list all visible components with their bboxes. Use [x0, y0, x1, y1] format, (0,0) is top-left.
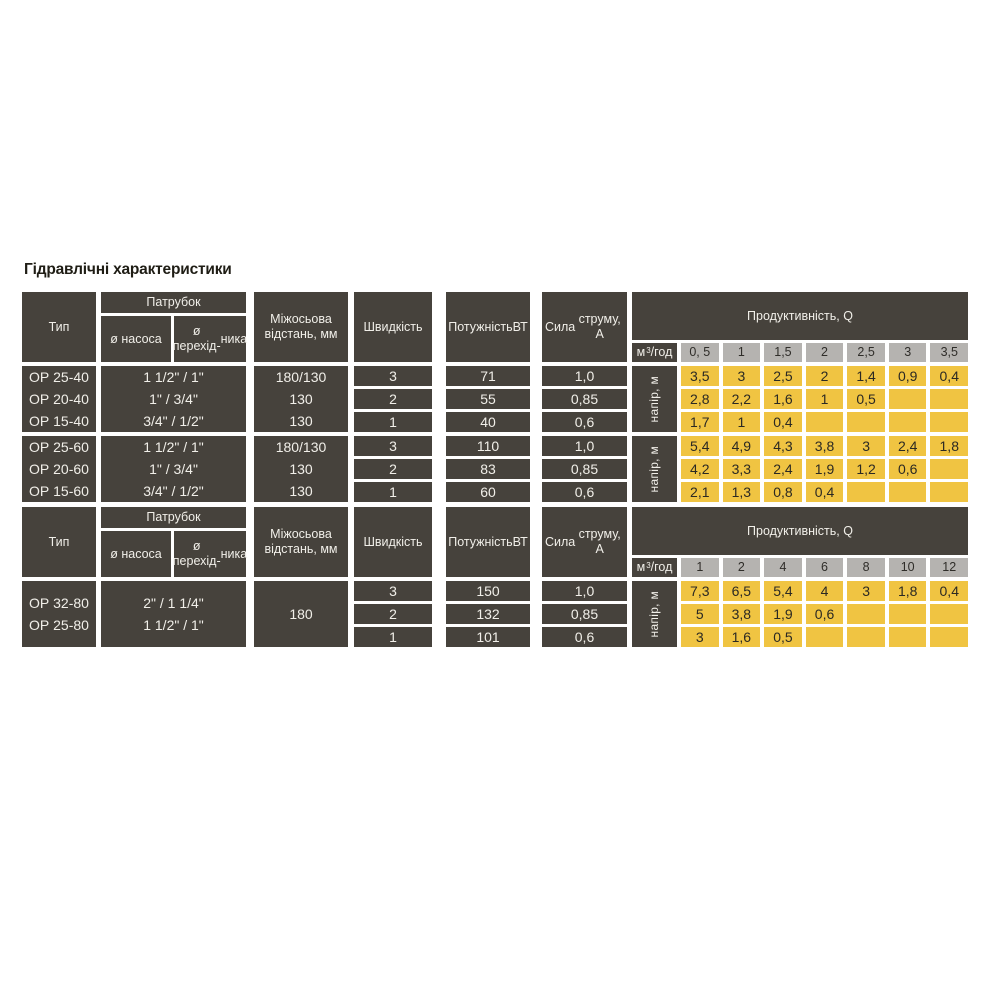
head-value: 0,5: [764, 627, 802, 647]
flow-tick: 10: [889, 558, 927, 577]
power-value: 55: [446, 389, 530, 409]
power-value: 60: [446, 482, 530, 502]
head-value: [889, 389, 927, 409]
power-value: 150: [446, 581, 530, 601]
speed-value: 1: [354, 412, 432, 432]
head-value: [930, 389, 968, 409]
head-value: 3: [723, 366, 761, 386]
head-value: [930, 604, 968, 624]
header-speed: Швидкість: [354, 507, 432, 577]
header-productivity-group: [632, 292, 968, 362]
header-power: Потужність ВТ: [446, 292, 530, 362]
current-value: 0,85: [542, 389, 627, 409]
head-value: 0,5: [847, 389, 885, 409]
head-value: 1,6: [723, 627, 761, 647]
interaxial-value: 130: [289, 483, 313, 499]
head-value: 0,4: [806, 482, 844, 502]
speed-column: [354, 366, 432, 432]
head-value: 7,3: [681, 581, 719, 601]
flow-unit-label: м 3 /год: [632, 343, 677, 362]
power-value: 101: [446, 627, 530, 647]
header-adapter-diameter: ø перехід- ника: [174, 531, 246, 577]
current-value: 1,0: [542, 581, 627, 601]
head-values-block: [632, 436, 968, 502]
head-value: 1: [806, 389, 844, 409]
current-value: 0,6: [542, 627, 627, 647]
head-value: [847, 604, 885, 624]
header-productivity: Продуктивність, Q: [632, 507, 968, 555]
head-value: 4,3: [764, 436, 802, 456]
type-value: ОР 25-60: [29, 439, 89, 455]
head-value: 5: [681, 604, 719, 624]
branch-size-value: 1" / 3/4": [149, 461, 198, 477]
flow-tick: 12: [930, 558, 968, 577]
header-productivity-group: [632, 507, 968, 577]
head-value: 0,9: [889, 366, 927, 386]
header-pump-diameter: ø насоса: [101, 531, 171, 577]
branch-size-value: 1 1/2" / 1": [143, 439, 204, 455]
pump-group-60: [22, 436, 968, 502]
type-value: ОР 32-80: [29, 595, 89, 611]
interaxial-value: 180/130: [275, 369, 327, 385]
head-value: 2,8: [681, 389, 719, 409]
head-value: 0,8: [764, 482, 802, 502]
power-value: 83: [446, 459, 530, 479]
head-value: [930, 482, 968, 502]
flow-tick: 8: [847, 558, 885, 577]
head-value: 2,2: [723, 389, 761, 409]
head-values-block: [632, 366, 968, 432]
current-value: 1,0: [542, 436, 627, 456]
head-value: [889, 412, 927, 432]
head-row: [677, 482, 968, 502]
pump-group-80: [22, 581, 968, 647]
head-unit-label: напір, м: [632, 436, 677, 502]
head-value: [847, 627, 885, 647]
hydraulic-table-1: [22, 292, 968, 502]
branch-size-value: 2" / 1 1/4": [143, 595, 204, 611]
head-value: [889, 482, 927, 502]
page-title: Гідравлічні характеристики: [24, 261, 232, 278]
current-value: 0,6: [542, 482, 627, 502]
interaxial-value: 180: [289, 606, 313, 622]
flow-tick: 2: [723, 558, 761, 577]
flow-tick: 1: [723, 343, 761, 362]
speed-value: 3: [354, 581, 432, 601]
flow-tick: 0, 5: [681, 343, 719, 362]
header-branch: Патрубок: [101, 292, 246, 313]
flow-tick: 1: [681, 558, 719, 577]
head-value: [930, 459, 968, 479]
head-unit-label: напір, м: [632, 581, 677, 647]
type-value: ОР 25-80: [29, 617, 89, 633]
current-value: 0,6: [542, 412, 627, 432]
flow-ticks-row: [632, 558, 968, 577]
header-interaxial: Міжосьова відстань, мм: [254, 507, 348, 577]
head-value: 3: [847, 436, 885, 456]
head-value: [889, 604, 927, 624]
power-column: [446, 581, 530, 647]
head-value: [806, 412, 844, 432]
head-value: [930, 412, 968, 432]
head-value: 1,9: [806, 459, 844, 479]
current-column: [542, 366, 627, 432]
type-cell: [22, 366, 96, 432]
branch-size-value: 1 1/2" / 1": [143, 369, 204, 385]
head-value: 0,4: [930, 581, 968, 601]
head-value: 2,5: [764, 366, 802, 386]
current-column: [542, 436, 627, 502]
head-value: 3,8: [806, 436, 844, 456]
head-value: 5,4: [764, 581, 802, 601]
header-speed: Швидкість: [354, 292, 432, 362]
head-value: 3: [681, 627, 719, 647]
type-value: ОР 25-40: [29, 369, 89, 385]
head-value: 4,9: [723, 436, 761, 456]
interaxial-value: 180/130: [275, 439, 327, 455]
speed-column: [354, 581, 432, 647]
power-column: [446, 436, 530, 502]
current-value: 1,0: [542, 366, 627, 386]
branch-size-value: 3/4" / 1/2": [143, 483, 204, 499]
type-cell: [22, 581, 96, 647]
head-value: 3,3: [723, 459, 761, 479]
speed-value: 3: [354, 366, 432, 386]
speed-value: 2: [354, 389, 432, 409]
head-row: [677, 581, 968, 601]
speed-value: 1: [354, 627, 432, 647]
head-value: 1,2: [847, 459, 885, 479]
head-row: [677, 412, 968, 432]
flow-ticks-row: [632, 343, 968, 362]
branch-sizes-cell: [101, 366, 246, 432]
head-value: 2,4: [889, 436, 927, 456]
branch-sizes-cell: [101, 436, 246, 502]
interaxial-value: 130: [289, 461, 313, 477]
power-column: [446, 366, 530, 432]
head-value: 3: [847, 581, 885, 601]
current-column: [542, 581, 627, 647]
flow-tick: 3: [889, 343, 927, 362]
current-value: 0,85: [542, 459, 627, 479]
head-value: [930, 627, 968, 647]
flow-tick: 1,5: [764, 343, 802, 362]
pump-group-40: [22, 366, 968, 432]
header-current: Сила струму, А: [542, 507, 627, 577]
head-value: 3,8: [723, 604, 761, 624]
interaxial-value: 130: [289, 391, 313, 407]
head-row: [677, 436, 968, 456]
speed-value: 2: [354, 459, 432, 479]
head-row: [677, 459, 968, 479]
power-value: 110: [446, 436, 530, 456]
head-value: 1: [723, 412, 761, 432]
head-value: [847, 412, 885, 432]
head-row: [677, 604, 968, 624]
branch-size-value: 1" / 3/4": [149, 391, 198, 407]
header-current: Сила струму, А: [542, 292, 627, 362]
head-value: 1,8: [930, 436, 968, 456]
head-unit-label: напір, м: [632, 366, 677, 432]
flow-tick: 4: [764, 558, 802, 577]
header-adapter-diameter: ø перехід- ника: [174, 316, 246, 362]
header-power: Потужність ВТ: [446, 507, 530, 577]
speed-column: [354, 436, 432, 502]
header-type: Тип: [22, 292, 96, 362]
power-value: 40: [446, 412, 530, 432]
head-value: 1,9: [764, 604, 802, 624]
head-value: 1,7: [681, 412, 719, 432]
head-values-block: [632, 581, 968, 647]
interaxial-cell: [254, 366, 348, 432]
table2-header: [22, 507, 968, 577]
head-value: 2,1: [681, 482, 719, 502]
type-value: ОР 15-40: [29, 413, 89, 429]
flow-tick: 2,5: [847, 343, 885, 362]
head-value: 4: [806, 581, 844, 601]
head-value: 1,6: [764, 389, 802, 409]
flow-tick: 6: [806, 558, 844, 577]
power-value: 71: [446, 366, 530, 386]
head-value: 0,6: [806, 604, 844, 624]
speed-value: 3: [354, 436, 432, 456]
head-value: 4,2: [681, 459, 719, 479]
speed-value: 2: [354, 604, 432, 624]
branch-size-value: 1 1/2" / 1": [143, 617, 204, 633]
head-value: 3,5: [681, 366, 719, 386]
flow-tick: 3,5: [930, 343, 968, 362]
type-value: ОР 20-60: [29, 461, 89, 477]
head-value: 1,3: [723, 482, 761, 502]
head-row: [677, 389, 968, 409]
header-branch-group: [101, 292, 246, 362]
head-value: 1,4: [847, 366, 885, 386]
hydraulic-tables: [22, 292, 968, 647]
head-value: 0,4: [764, 412, 802, 432]
header-branch: Патрубок: [101, 507, 246, 528]
head-value: [806, 627, 844, 647]
head-value: 0,4: [930, 366, 968, 386]
header-interaxial: Міжосьова відстань, мм: [254, 292, 348, 362]
header-branch-group: [101, 507, 246, 577]
header-pump-diameter: ø насоса: [101, 316, 171, 362]
current-value: 0,85: [542, 604, 627, 624]
head-value: 2: [806, 366, 844, 386]
header-type: Тип: [22, 507, 96, 577]
power-value: 132: [446, 604, 530, 624]
interaxial-value: 130: [289, 413, 313, 429]
head-row: [677, 366, 968, 386]
branch-sizes-cell: [101, 581, 246, 647]
branch-size-value: 3/4" / 1/2": [143, 413, 204, 429]
head-value: 6,5: [723, 581, 761, 601]
type-value: ОР 20-40: [29, 391, 89, 407]
head-value: 0,6: [889, 459, 927, 479]
table1-header: [22, 292, 968, 362]
interaxial-cell: [254, 581, 348, 647]
header-productivity: Продуктивність, Q: [632, 292, 968, 340]
flow-unit-label: м 3 /год: [632, 558, 677, 577]
flow-tick: 2: [806, 343, 844, 362]
type-value: ОР 15-60: [29, 483, 89, 499]
head-value: 5,4: [681, 436, 719, 456]
head-value: [889, 627, 927, 647]
interaxial-cell: [254, 436, 348, 502]
head-row: [677, 627, 968, 647]
head-value: 1,8: [889, 581, 927, 601]
speed-value: 1: [354, 482, 432, 502]
type-cell: [22, 436, 96, 502]
hydraulic-table-2: [22, 507, 968, 647]
head-value: [847, 482, 885, 502]
head-value: 2,4: [764, 459, 802, 479]
